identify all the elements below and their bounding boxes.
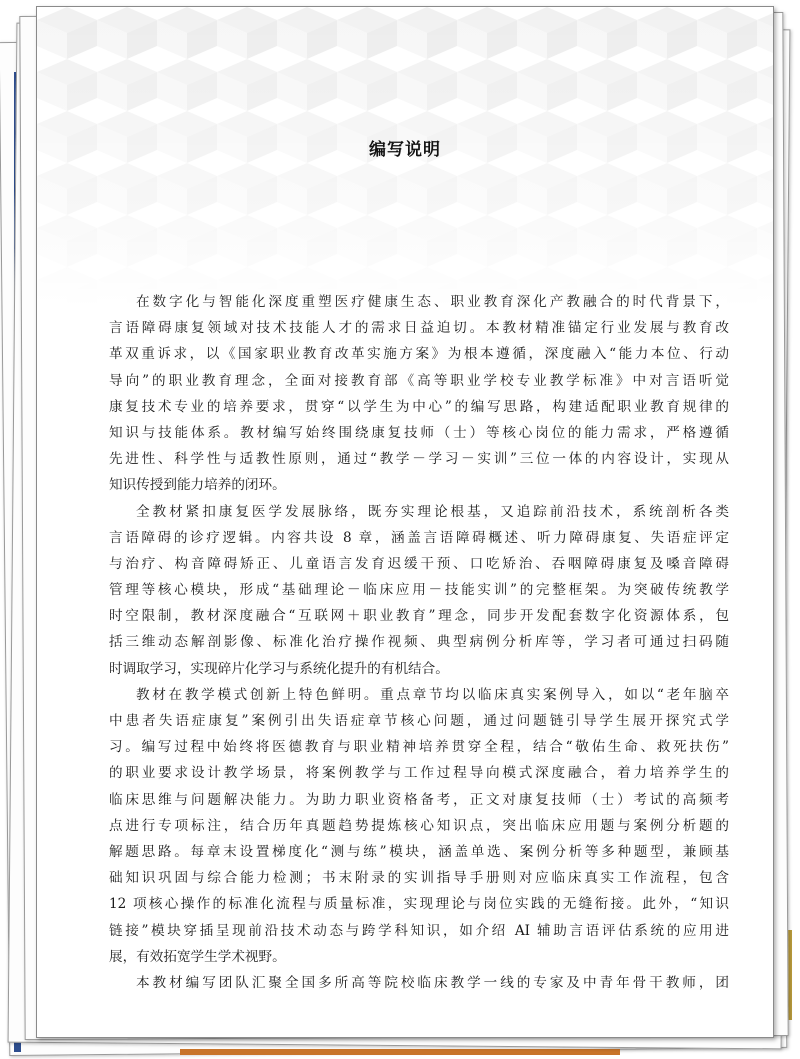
text-line: 全教材紧扣康复医学发展脉络，既夯实理论根基，又追踪前沿技术，系统剖析各类 <box>136 503 729 520</box>
text-line: 言语障碍的诊疗逻辑。内容共设 8 章，涵盖言语障碍概述、听力障碍康复、失语症评定 <box>109 529 729 546</box>
text-line: 习。编写过程中始终将医德教育与职业精神培养贯穿全程，结合“敬佑生命、救死扶伤” <box>109 739 729 756</box>
document-page <box>36 6 774 1038</box>
book-edge-orange <box>180 1049 620 1055</box>
text-line: 管理等核心模块，形成“基础理论－临床应用－技能实训”的完整框架。为突破传统教学 <box>109 582 729 599</box>
text-line: 本教材编写团队汇聚全国多所高等院校临床教学一线的专家及中青年骨干教师，团 <box>136 974 729 991</box>
text-line: 先进性、科学性与适教性原则，通过“教学－学习－实训”三位一体的内容设计，实现从 <box>109 451 729 468</box>
page-title: 编写说明 <box>369 140 441 160</box>
text-line: 知识与技能体系。教材编写始终围绕康复技师（士）等核心岗位的能力需求，严格遵循 <box>109 424 729 441</box>
text-line: 导向”的职业教育理念，全面对接教育部《高等职业学校专业教学标准》中对言语听觉 <box>109 372 729 389</box>
text-line: 12 项核心操作的标准化流程与质量标准，实现理论与岗位实践的无缝衔接。此外，“知识 <box>109 896 729 913</box>
text-line: 临床思维与问题解决能力。为助力职业资格备考，正文对康复技师（士）考试的高频考 <box>109 791 729 808</box>
text-line: 括三维动态解剖影像、标准化治疗操作视频、典型病例分析库等，学习者可通过扫码随 <box>109 634 729 651</box>
paragraph-3 <box>109 682 729 970</box>
text-line: 教材在教学模式创新上特色鲜明。重点章节均以临床真实案例导入，如以“老年脑卒 <box>136 686 729 703</box>
text-line: 时调取学习，实现碎片化学习与系统化提升的有机结合。 <box>109 660 449 677</box>
text-line: 知识传授到能力培养的闭环。 <box>109 477 286 494</box>
text-line: 言语障碍康复领域对技术技能人才的需求日益迫切。本教材精准锚定行业发展与教育改 <box>109 320 729 337</box>
text-line: 康复技术专业的培养要求，贯穿“以学生为中心”的编写思路，构建适配职业教育规律的 <box>109 398 729 415</box>
paragraph-2 <box>109 499 729 682</box>
text-line: 革双重诉求，以《国家职业教育改革实施方案》为根本遵循，深度融入“能力本位、行动 <box>109 346 729 363</box>
paragraph-4 <box>109 970 729 996</box>
paragraph-1 <box>109 289 729 499</box>
text-line: 展，有效拓宽学生学术视野。 <box>109 948 286 965</box>
text-line: 的职业要求设计教学场景，将案例教学与工作过程导向模式深度融合，着力培养学生的 <box>109 765 729 782</box>
text-line: 解题思路。每章末设置梯度化“测与练”模块，涵盖单选、案例分析等多种题型，兼顾基 <box>109 843 729 860</box>
text-line: 点进行专项标注，结合历年真题趋势提炼核心知识点，突出临床应用题与案例分析题的 <box>109 817 729 834</box>
text-line: 在数字化与智能化深度重塑医疗健康生态、职业教育深化产教融合的时代背景下， <box>136 294 729 310</box>
text-line: 与治疗、构音障碍矫正、儿童语言发育迟缓干预、口吃矫治、吞咽障碍康复及嗓音障碍 <box>109 555 729 572</box>
text-line: 链接”模块穿插呈现前沿技术动态与跨学科知识，如介绍 AI 辅助言语评估系统的应用进 <box>109 922 729 939</box>
body-text <box>109 289 729 996</box>
text-line: 础知识巩固与综合能力检测；书末附录的实训指导手册则对应临床真实工作流程，包含 <box>109 870 729 887</box>
text-line: 中患者失语症康复”案例引出失语症章节核心问题，通过问题链引导学生展开探究式学 <box>109 713 729 729</box>
text-line: 时空限制，教材深度融合“互联网＋职业教育”理念，同步开发配套数字化资源体系，包 <box>109 608 729 625</box>
